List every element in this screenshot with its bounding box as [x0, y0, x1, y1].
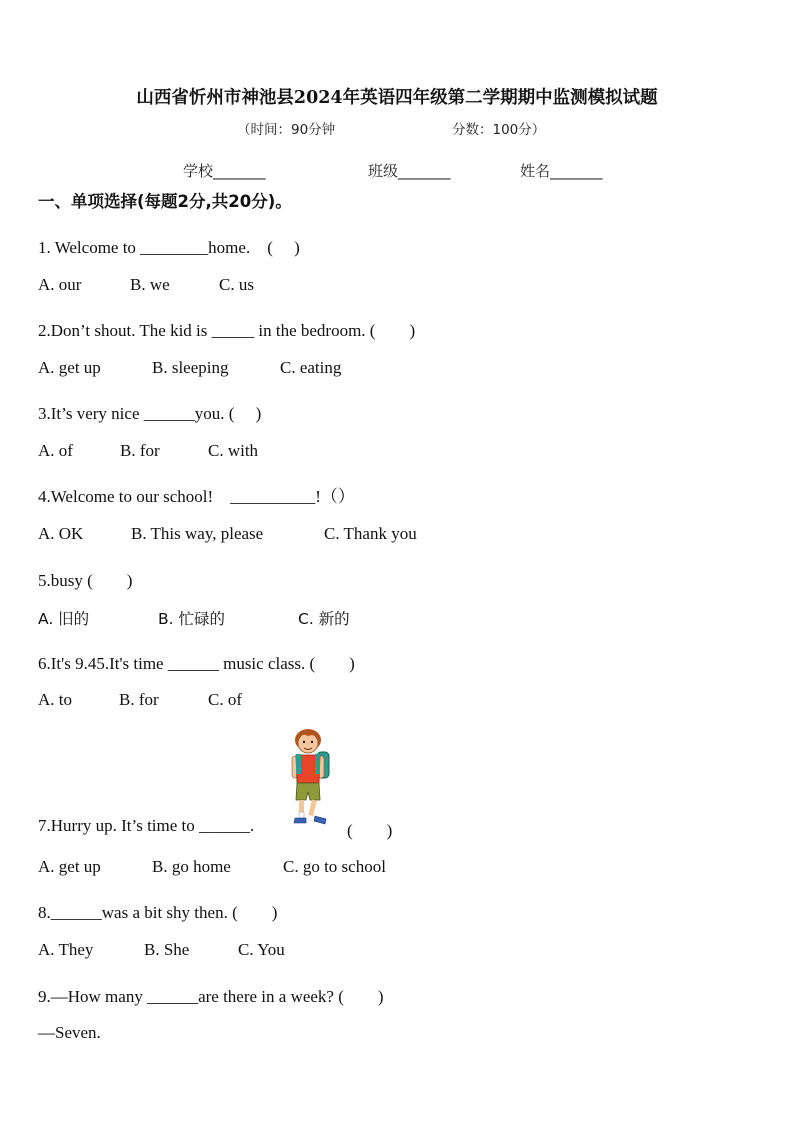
option-a[interactable]: A. of: [38, 441, 73, 460]
class-field[interactable]: 班级_______: [368, 162, 451, 180]
option-b[interactable]: B. go home: [152, 857, 231, 876]
option-a[interactable]: A. They: [38, 940, 94, 959]
option-a[interactable]: A. our: [38, 275, 82, 294]
option-b[interactable]: B. She: [144, 940, 190, 959]
option-c[interactable]: C. go to school: [283, 857, 386, 876]
option-a[interactable]: A. get up: [38, 358, 101, 377]
section-heading: 一、单项选择(每题2分,共20分)。: [38, 192, 292, 211]
question-6: 6.It's 9.45.It's time ______ music class. ( ): [38, 654, 355, 673]
option-a[interactable]: A. to: [38, 690, 72, 709]
option-c[interactable]: C. 新的: [298, 610, 350, 628]
option-a[interactable]: A. 旧的: [38, 610, 90, 628]
option-c[interactable]: C. us: [219, 275, 254, 294]
school-field[interactable]: 学校_______: [183, 162, 266, 180]
question-7: 7.Hurry up. It’s time to ______.: [38, 816, 255, 835]
question-4: 4.Welcome to our school! __________!（）: [38, 487, 355, 506]
option-a[interactable]: A. OK: [38, 524, 84, 543]
option-b[interactable]: B. we: [130, 275, 170, 294]
boy-with-backpack-illustration: [282, 728, 334, 830]
question-9: 9.—How many ______are there in a week? ( ): [38, 987, 384, 1006]
option-b[interactable]: B. for: [120, 441, 160, 460]
option-b[interactable]: B. 忙碌的: [158, 610, 225, 628]
option-c[interactable]: C. Thank you: [324, 524, 417, 543]
question-3: 3.It’s very nice ______you. ( ): [38, 404, 262, 423]
option-a[interactable]: A. get up: [38, 857, 101, 876]
question-8: 8.______was a bit shy then. ( ): [38, 903, 278, 922]
option-c[interactable]: C. You: [238, 940, 285, 959]
question-1: 1. Welcome to ________home. ( ): [38, 238, 300, 257]
option-b[interactable]: B. sleeping: [152, 358, 229, 377]
exam-score: 分数：100分）: [452, 122, 546, 138]
page-title: 山西省忻州市神池县2024年英语四年级第二学期期中监测模拟试题: [136, 88, 658, 108]
option-b[interactable]: B. This way, please: [131, 524, 264, 543]
option-c[interactable]: C. of: [208, 690, 242, 709]
question-5: 5.busy ( ): [38, 571, 133, 590]
exam-time: （时间：90分钟: [237, 122, 336, 138]
name-field[interactable]: 姓名_______: [520, 162, 603, 180]
option-c[interactable]: C. with: [208, 441, 259, 460]
option-b[interactable]: B. for: [119, 690, 159, 709]
answer-line: —Seven.: [38, 1023, 101, 1042]
answer-blank[interactable]: ( ): [347, 821, 393, 840]
question-2: 2.Don’t shout. The kid is _____ in the bedroom. ( ): [38, 321, 416, 340]
option-c[interactable]: C. eating: [280, 358, 342, 377]
